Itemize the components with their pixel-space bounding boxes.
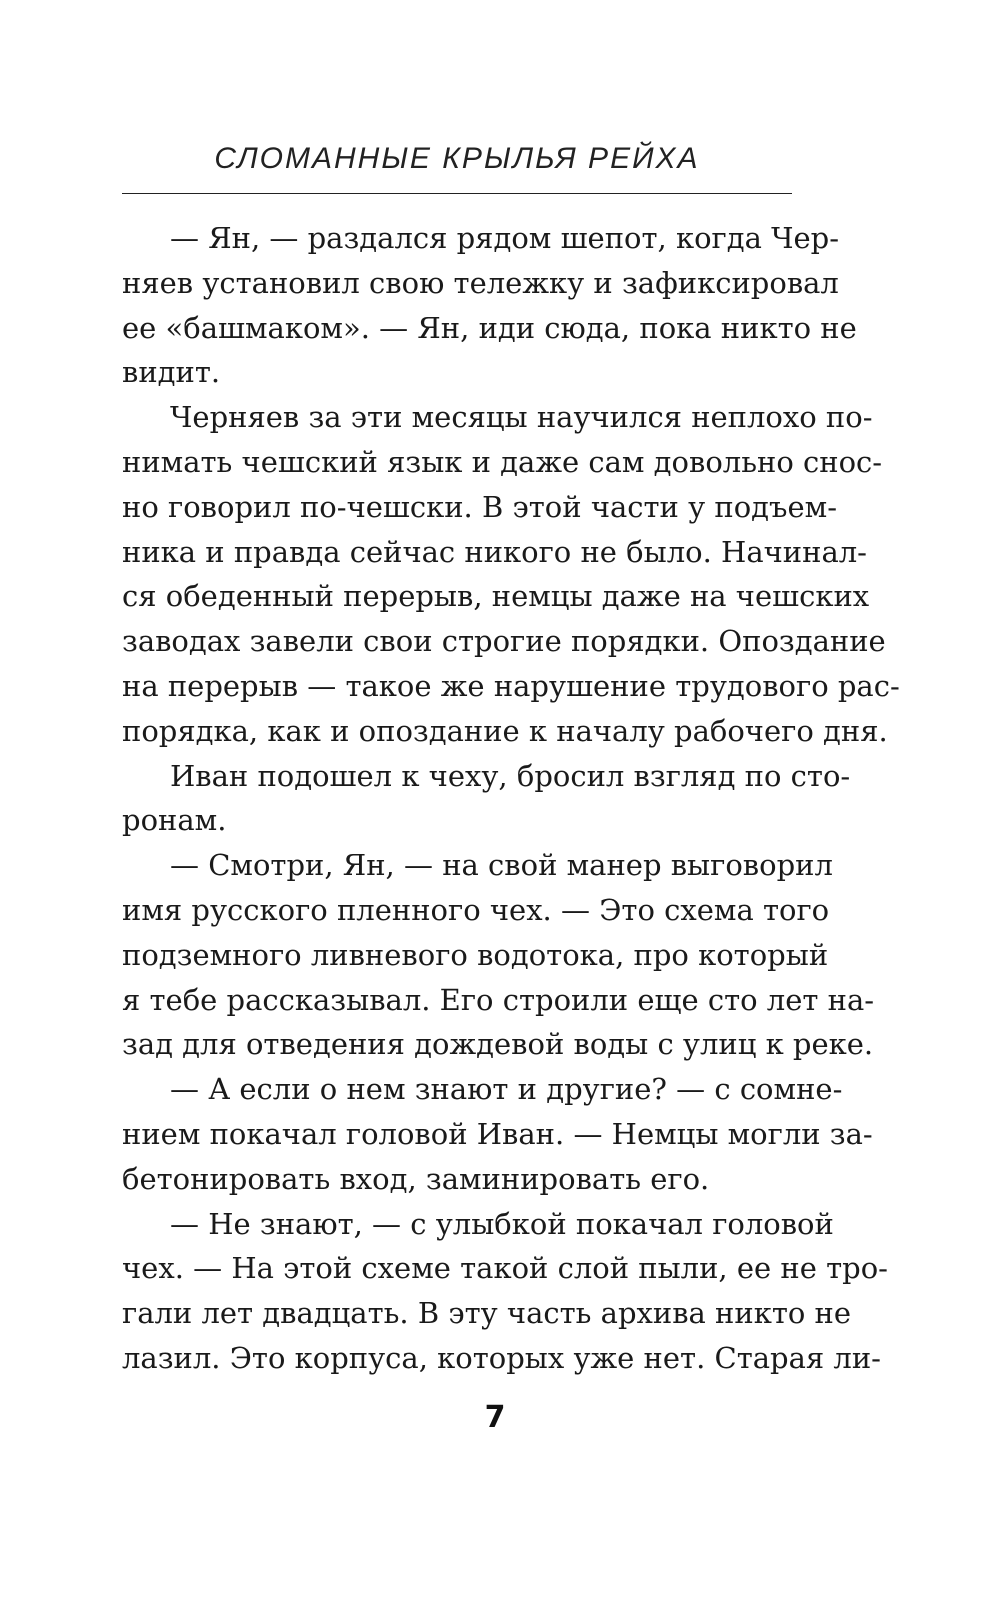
text-line: Черняев за эти месяцы научился неплохо по-: [170, 400, 873, 435]
text-line: нием покачал головой Иван. — Немцы могли за-: [122, 1116, 873, 1151]
text-line: заводах завели свои строгие порядки. Опоздание: [122, 624, 886, 659]
text-line: имя русского пленного чех. — Это схема того: [122, 892, 830, 927]
text-line: я тебе рассказывал. Его строили еще сто лет на-: [122, 982, 875, 1017]
text-line: Иван подошел к чеху, бросил взгляд по сто-: [170, 758, 851, 793]
text-line: на перерыв — такое же нарушение трудового рас-: [122, 668, 900, 703]
text-line: зад для отведения дождевой воды с улиц к реке.: [122, 1027, 874, 1062]
text-line: но говорил по-чешски. В этой части у подъем-: [122, 489, 838, 524]
text-line: чех. — На этой схеме такой слой пыли, ее не тро-: [122, 1251, 888, 1286]
text-line: гали лет двадцать. В эту часть архива никто не: [122, 1296, 852, 1331]
text-line: ее «башмаком». — Ян, иди сюда, пока никто не: [122, 310, 857, 345]
text-line: порядка, как и опоздание к началу рабочего дня.: [122, 713, 888, 748]
text-line: ника и правда сейчас никого не было. Начинал-: [122, 534, 867, 569]
text-line: подземного ливневого водотока, про который: [122, 937, 829, 972]
header-rule: [122, 193, 792, 194]
text-line: ронам.: [122, 803, 227, 838]
text-line: видит.: [122, 355, 221, 390]
text-line: ся обеденный перерыв, немцы даже на чешских: [122, 579, 870, 614]
text-line: бетонировать вход, заминировать его.: [122, 1161, 710, 1196]
text-line: лазил. Это корпуса, которых уже нет. Старая ли-: [122, 1340, 881, 1375]
text-line: — А если о нем знают и другие? — с сомне-: [170, 1072, 843, 1107]
text-line: — Не знают, — с улыбкой покачал головой: [170, 1206, 834, 1241]
text-line: — Смотри, Ян, — на свой манер выговорил: [170, 848, 833, 883]
text-line: нимать чешский язык и даже сам довольно снос-: [122, 444, 883, 479]
text-line: няев установил свою тележку и зафиксировал: [122, 265, 839, 300]
running-head-title: СЛОМАННЫЕ КРЫЛЬЯ РЕЙХА: [214, 142, 700, 175]
body-text: [122, 216, 900, 1381]
text-line: — Ян, — раздался рядом шепот, когда Чер-: [170, 221, 840, 255]
page-number: 7: [484, 1400, 506, 1435]
